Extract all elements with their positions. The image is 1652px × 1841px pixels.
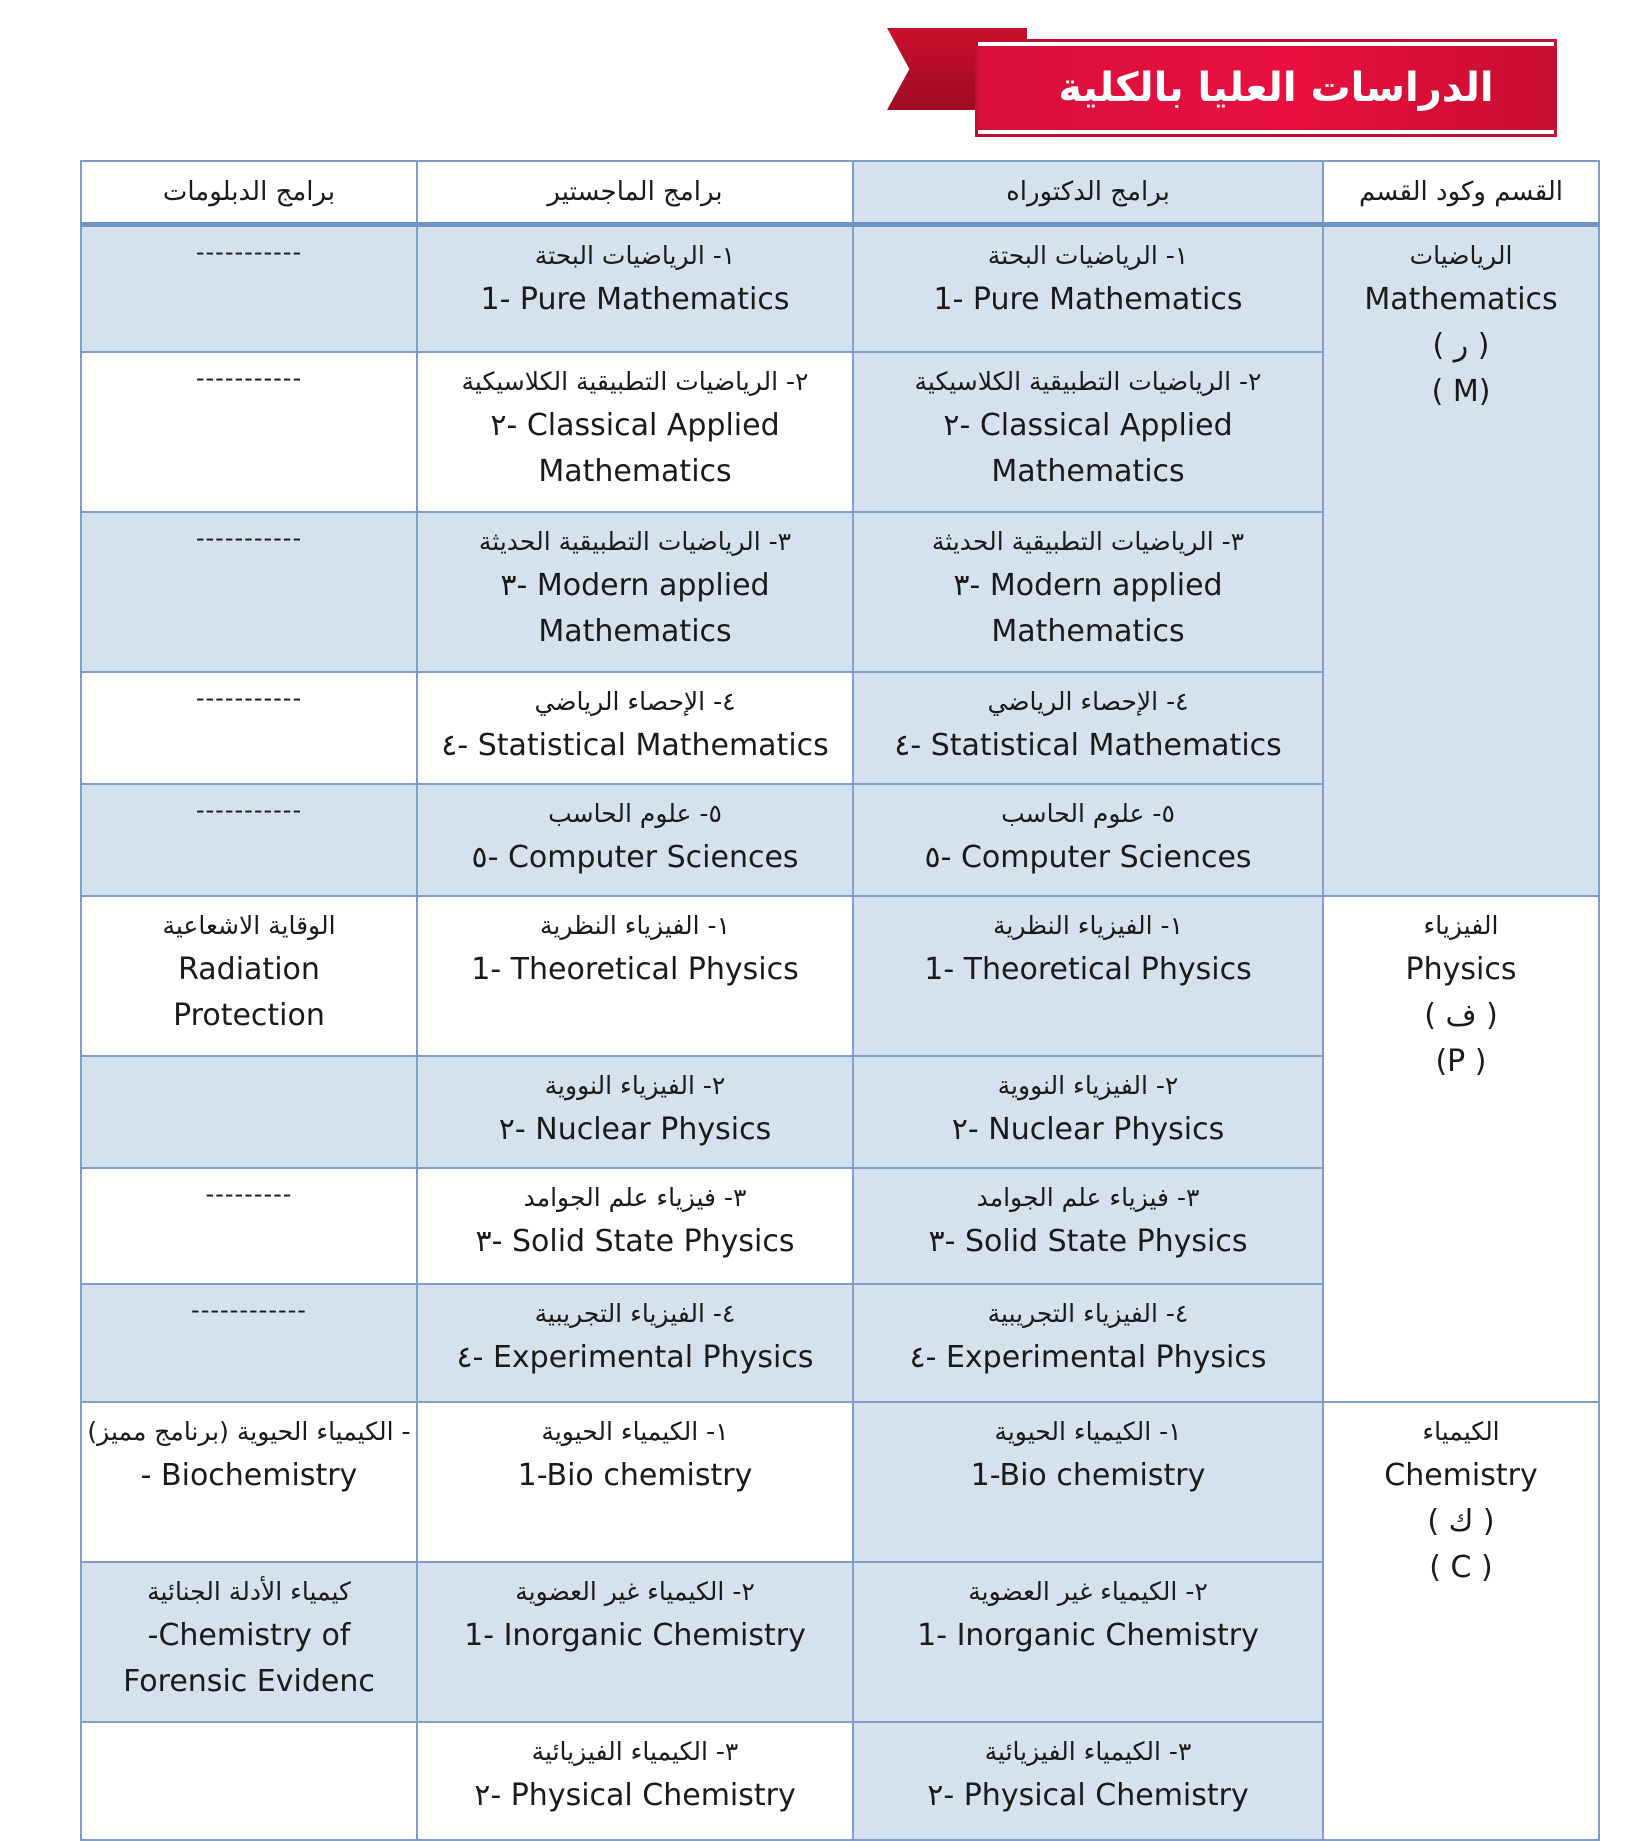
department-cell-math <box>1323 225 1599 897</box>
masters-cell <box>417 784 853 896</box>
phd-cell <box>853 672 1323 784</box>
department-code-arabic: ( ر ) <box>1432 328 1490 363</box>
program-name-english: 1- Pure Mathematics <box>480 282 790 317</box>
program-name-arabic: كيمياء الأدلة الجنائية <box>147 1577 351 1606</box>
phd-cell <box>853 1562 1323 1722</box>
diploma-cell <box>81 896 417 1056</box>
masters-cell <box>417 512 853 672</box>
diploma-cell <box>81 1722 417 1840</box>
program-name-english: ٥- Computer Sciences <box>924 840 1252 875</box>
department-code-english: (P ) <box>1435 1044 1487 1079</box>
department-name-arabic: الرياضيات <box>1409 241 1513 270</box>
page-title: الدراسات العليا بالكلية <box>1058 65 1494 111</box>
masters-cell <box>417 1284 853 1402</box>
masters-cell <box>417 1722 853 1840</box>
diploma-cell <box>81 1402 417 1562</box>
program-name-english: ٢- Physical Chemistry <box>474 1778 796 1813</box>
empty-placeholder: ----------- <box>195 238 303 266</box>
program-name-arabic: ٣- الرياضيات التطبيقية الحديثة <box>478 527 792 556</box>
program-name-arabic: ٢- الكيمياء غير العضوية <box>515 1577 755 1606</box>
program-name-arabic: الوقاية الاشعاعية <box>162 911 336 940</box>
header-masters: برامج الماجستير <box>417 161 853 225</box>
phd-cell <box>853 1284 1323 1402</box>
program-name-english: ٣- Solid State Physics <box>475 1224 795 1259</box>
phd-cell <box>853 1402 1323 1562</box>
program-name-english: Forensic Evidenc <box>123 1664 375 1699</box>
department-name-english: Mathematics <box>1364 282 1558 317</box>
program-name-arabic: ٢- الفيزياء النووية <box>997 1071 1179 1100</box>
department-cell-chemistry <box>1323 1402 1599 1840</box>
program-name-arabic: ٣- فيزياء علم الجوامد <box>523 1183 747 1212</box>
empty-placeholder: ----------- <box>195 684 303 712</box>
program-name-arabic: ١- الرياضيات البحتة <box>987 241 1189 270</box>
phd-cell <box>853 225 1323 353</box>
program-name-english: Mathematics <box>991 614 1185 649</box>
diploma-cell <box>81 1562 417 1722</box>
program-name-arabic: ٥- علوم الحاسب <box>1001 799 1175 828</box>
diploma-cell <box>81 225 417 353</box>
program-name-arabic: ١- الرياضيات البحتة <box>534 241 736 270</box>
phd-cell <box>853 1722 1323 1840</box>
program-name-english: ٤- Statistical Mathematics <box>441 728 829 763</box>
department-code-arabic: ( ف ) <box>1424 998 1498 1033</box>
masters-cell <box>417 1056 853 1168</box>
program-name-arabic: ٤- الفيزياء التجريبية <box>987 1299 1189 1328</box>
program-name-arabic: ٣- الكيمياء الفيزيائية <box>531 1737 739 1766</box>
masters-cell <box>417 225 853 353</box>
diploma-cell <box>81 1168 417 1284</box>
department-name-arabic: الفيزياء <box>1423 911 1499 940</box>
program-name-english: ٤- Experimental Physics <box>456 1340 814 1375</box>
program-name-arabic: ١- الكيمياء الحيوية <box>994 1417 1182 1446</box>
programs-table <box>80 160 1600 1841</box>
program-name-english: ٣- Solid State Physics <box>928 1224 1248 1259</box>
program-name-english: ٢- Classical Applied <box>943 408 1233 443</box>
program-name-arabic: ٣- فيزياء علم الجوامد <box>976 1183 1200 1212</box>
program-name-arabic: ٤- الإحصاء الرياضي <box>534 687 736 716</box>
header-row <box>81 161 1599 225</box>
program-name-english: ٣- Modern applied <box>953 568 1223 603</box>
phd-cell <box>853 1168 1323 1284</box>
program-name-english: Mathematics <box>538 614 732 649</box>
program-name-english: ٢- Classical Applied <box>490 408 780 443</box>
program-name-english: 1- Theoretical Physics <box>924 952 1252 987</box>
table-row <box>81 896 1599 1056</box>
program-name-arabic: - الكيمياء الحيوية (برنامج مميز) <box>87 1417 411 1446</box>
program-name-arabic: ٣- الرياضيات التطبيقية الحديثة <box>931 527 1245 556</box>
table-row <box>81 225 1599 353</box>
empty-placeholder: ------------ <box>191 1296 307 1324</box>
empty-placeholder: ----------- <box>195 364 303 392</box>
phd-cell <box>853 1056 1323 1168</box>
header-phd: برامج الدكتوراه <box>853 161 1323 225</box>
masters-cell <box>417 672 853 784</box>
program-name-arabic: ٢- الكيمياء غير العضوية <box>968 1577 1208 1606</box>
empty-placeholder: --------- <box>205 1180 293 1208</box>
program-name-english: ٤- Experimental Physics <box>909 1340 1267 1375</box>
masters-cell <box>417 1562 853 1722</box>
table-row <box>81 1402 1599 1562</box>
masters-cell <box>417 896 853 1056</box>
program-name-english: ٢- Nuclear Physics <box>951 1112 1225 1147</box>
program-name-english: 1- Theoretical Physics <box>471 952 799 987</box>
program-name-english: 1- Inorganic Chemistry <box>464 1618 806 1653</box>
phd-cell <box>853 784 1323 896</box>
masters-cell <box>417 1402 853 1562</box>
program-name-arabic: ١- الكيمياء الحيوية <box>541 1417 729 1446</box>
program-name-arabic: ٤- الإحصاء الرياضي <box>987 687 1189 716</box>
program-name-arabic: ١- الفيزياء النظرية <box>993 911 1183 940</box>
department-code-english: ( C ) <box>1429 1550 1493 1585</box>
program-name-english: 1-Bio chemistry <box>970 1458 1206 1493</box>
empty-placeholder: ----------- <box>195 524 303 552</box>
program-name-english: Protection <box>173 998 325 1033</box>
diploma-cell <box>81 1056 417 1168</box>
program-name-english: 1- Inorganic Chemistry <box>917 1618 1259 1653</box>
masters-cell <box>417 1168 853 1284</box>
program-name-english: Mathematics <box>538 454 732 489</box>
diploma-cell <box>81 352 417 512</box>
header-diploma: برامج الدبلومات <box>81 161 417 225</box>
program-name-arabic: ٢- الرياضيات التطبيقية الكلاسيكية <box>461 367 809 396</box>
diploma-cell <box>81 672 417 784</box>
phd-cell <box>853 896 1323 1056</box>
program-name-english: ٢- Physical Chemistry <box>927 1778 1249 1813</box>
diploma-cell <box>81 784 417 896</box>
program-name-english: ٣- Modern applied <box>500 568 770 603</box>
program-name-arabic: ٣- الكيمياء الفيزيائية <box>984 1737 1192 1766</box>
title-banner <box>978 42 1554 134</box>
program-name-english: 1-Bio chemistry <box>517 1458 753 1493</box>
empty-placeholder: ----------- <box>195 796 303 824</box>
phd-cell <box>853 512 1323 672</box>
department-name-arabic: الكيمياء <box>1422 1417 1500 1446</box>
program-name-english: ٢- Nuclear Physics <box>498 1112 772 1147</box>
department-name-english: Physics <box>1405 952 1517 987</box>
program-name-english: Mathematics <box>991 454 1185 489</box>
program-name-english: -Chemistry of <box>147 1618 351 1653</box>
program-name-english: ٤- Statistical Mathematics <box>894 728 1282 763</box>
program-name-arabic: ٥- علوم الحاسب <box>548 799 722 828</box>
masters-cell <box>417 352 853 512</box>
program-name-english: Radiation <box>178 952 320 987</box>
department-cell-physics <box>1323 896 1599 1402</box>
program-name-english: 1- Pure Mathematics <box>933 282 1243 317</box>
program-name-arabic: ٢- الفيزياء النووية <box>544 1071 726 1100</box>
program-name-arabic: ٢- الرياضيات التطبيقية الكلاسيكية <box>914 367 1262 396</box>
program-name-arabic: ١- الفيزياء النظرية <box>540 911 730 940</box>
phd-cell <box>853 352 1323 512</box>
program-name-english: - Biochemistry <box>140 1458 358 1493</box>
department-code-english: ( M) <box>1431 374 1491 409</box>
diploma-cell <box>81 1284 417 1402</box>
header-department: القسم وكود القسم <box>1323 161 1599 225</box>
department-code-arabic: ( ك ) <box>1427 1504 1495 1539</box>
program-name-arabic: ٤- الفيزياء التجريبية <box>534 1299 736 1328</box>
department-name-english: Chemistry <box>1384 1458 1538 1493</box>
diploma-cell <box>81 512 417 672</box>
program-name-english: ٥- Computer Sciences <box>471 840 799 875</box>
